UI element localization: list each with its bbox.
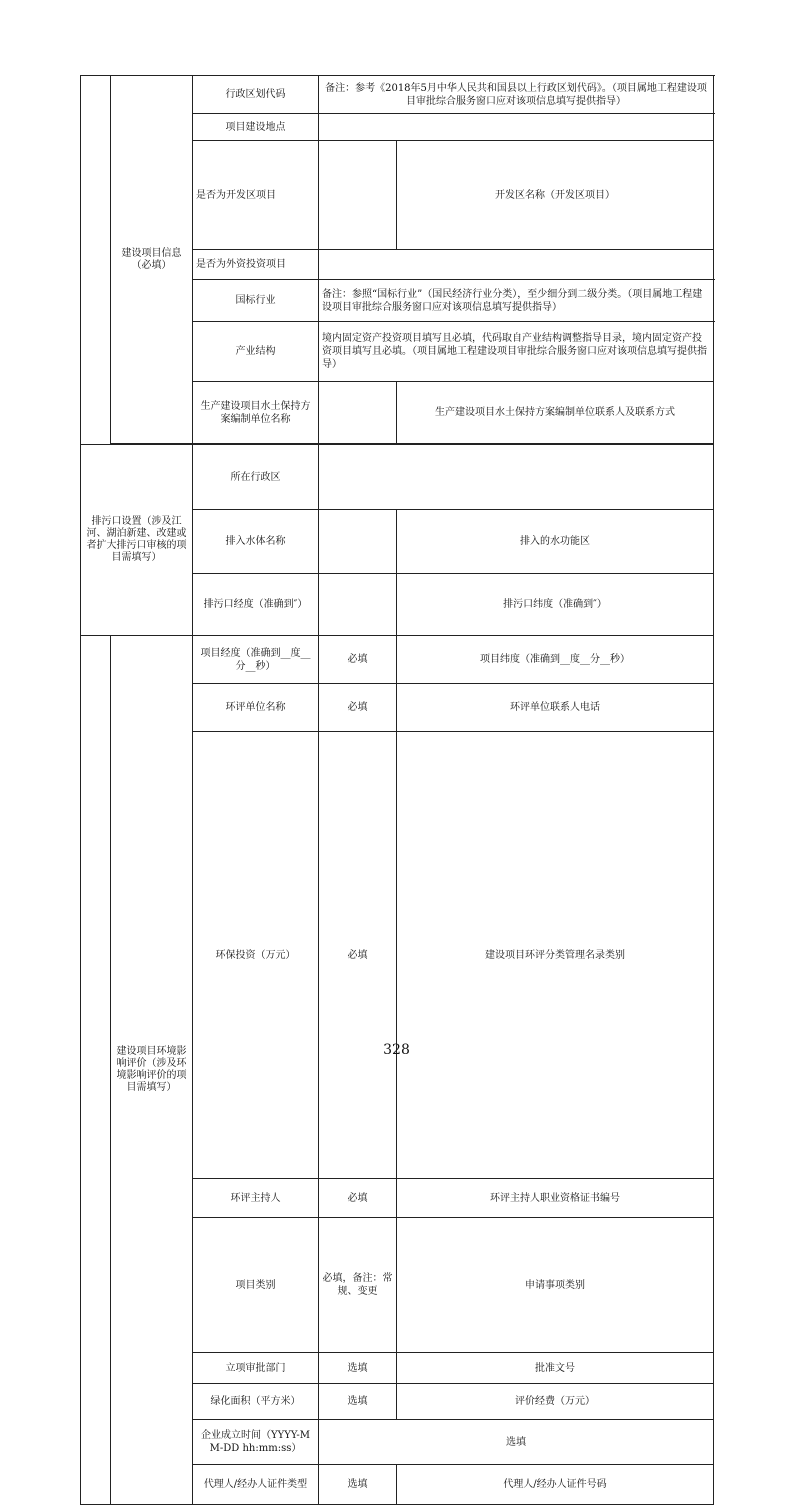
label-green-area: 绿化面积（平方米） [193,1384,319,1420]
value-foreign[interactable] [319,250,714,280]
section3-outer-cell [81,636,111,1505]
label-host-cert: 环评主持人职业资格证书编号 [397,1179,714,1218]
value-soil-unit[interactable] [319,382,397,444]
label-project-lon: 项目经度（准确到__度__分__秒） [193,636,319,684]
label-project-category: 项目类别 [193,1218,319,1353]
row-district [81,445,714,510]
value-eia-unit: 必填 [319,684,397,732]
label-project-lat: 项目纬度（准确到__度__分__秒） [397,636,714,684]
label-district: 所在行政区 [193,445,319,510]
label-water: 排入水体名称 [193,510,319,574]
label-founded: 企业成立时间（YYYY-MM-DD hh:mm:ss） [193,1420,319,1465]
label-eia-unit: 环评单位名称 [193,684,319,732]
label-structure: 产业结构 [193,322,319,382]
value-admin-code: 备注：参考《2018年5月中华人民共和国县以上行政区划代码》。（项目属地工程建设项目审批综合服务窗口应对该项信息填写提供指导） [319,76,714,114]
value-agent-id-type: 选填 [319,1465,397,1505]
section3-title: 建设项目环境影响评价（涉及环境影响评价的项目需填写） [111,636,193,1505]
section1-outer-cell [81,76,111,445]
value-district[interactable] [319,445,714,510]
label-outfall-lat: 排污口纬度（准确到″） [397,574,714,636]
value-env-invest: 必填 [319,732,397,1179]
label-admin-code: 行政区划代码 [193,76,319,114]
label-agent-id-no: 代理人/经办人证件号码 [397,1465,714,1505]
label-outfall-lon: 排污口经度（准确到″） [193,574,319,636]
row-admin-code [81,76,714,114]
value-industry: 备注：参照“国标行业”（国民经济行业分类），至少细分到二级分类。（项目属地工程建设项目审批综合服务窗口应对该项信息填写提供指导） [319,280,714,322]
section1-title: 建设项目信息（必填） [111,76,193,444]
value-project-category: 必填，备注：常规、变更 [319,1218,397,1353]
row-project-coords [81,636,714,684]
value-green-area: 选填 [319,1384,397,1420]
value-water[interactable] [319,510,397,574]
label-soil-contact: 生产建设项目水土保持方案编制单位联系人及联系方式 [397,382,714,444]
label-location: 项目建设地点 [193,114,319,141]
label-agent-id-type: 代理人/经办人证件类型 [193,1465,319,1505]
label-dev-zone-name: 开发区名称（开发区项目） [397,141,714,250]
section2-title: 排污口设置（涉及江河、湖泊新建、改建或者扩大排污口审核的项目需填写） [81,445,193,636]
label-soil-unit: 生产建设项目水土保持方案编制单位名称 [193,382,319,444]
value-project-lon: 必填 [319,636,397,684]
label-approval-dept: 立项审批部门 [193,1353,319,1384]
value-approval-dept: 选填 [319,1353,397,1384]
value-outfall-lon[interactable] [319,574,397,636]
value-eia-host: 必填 [319,1179,397,1218]
label-foreign: 是否为外资投资项目 [193,250,319,280]
label-dev-zone: 是否为开发区项目 [193,141,319,250]
value-structure: 境内固定资产投资项目填写且必填，代码取自产业结构调整指导目录，境内固定资产投资项目填写且必填。（项目属地工程建设项目审批综合服务窗口应对该项信息填写提供指导） [319,322,714,382]
label-eia-host: 环评主持人 [193,1179,319,1218]
application-form-table [80,75,714,1505]
page-number: 328 [383,1042,410,1058]
value-dev-zone[interactable] [319,141,397,250]
label-env-invest: 环保投资（万元） [193,732,319,1179]
label-eia-category: 建设项目环评分类管理名录类别 [397,732,714,1179]
value-location[interactable] [319,114,714,141]
value-founded: 选填 [319,1420,714,1465]
label-approval-no: 批准文号 [397,1353,714,1384]
label-eval-fee: 评价经费（万元） [397,1384,714,1420]
label-water-zone: 排入的水功能区 [397,510,714,574]
label-apply-category: 申请事项类别 [397,1218,714,1353]
label-industry: 国标行业 [193,280,319,322]
label-eia-phone: 环评单位联系人电话 [397,684,714,732]
